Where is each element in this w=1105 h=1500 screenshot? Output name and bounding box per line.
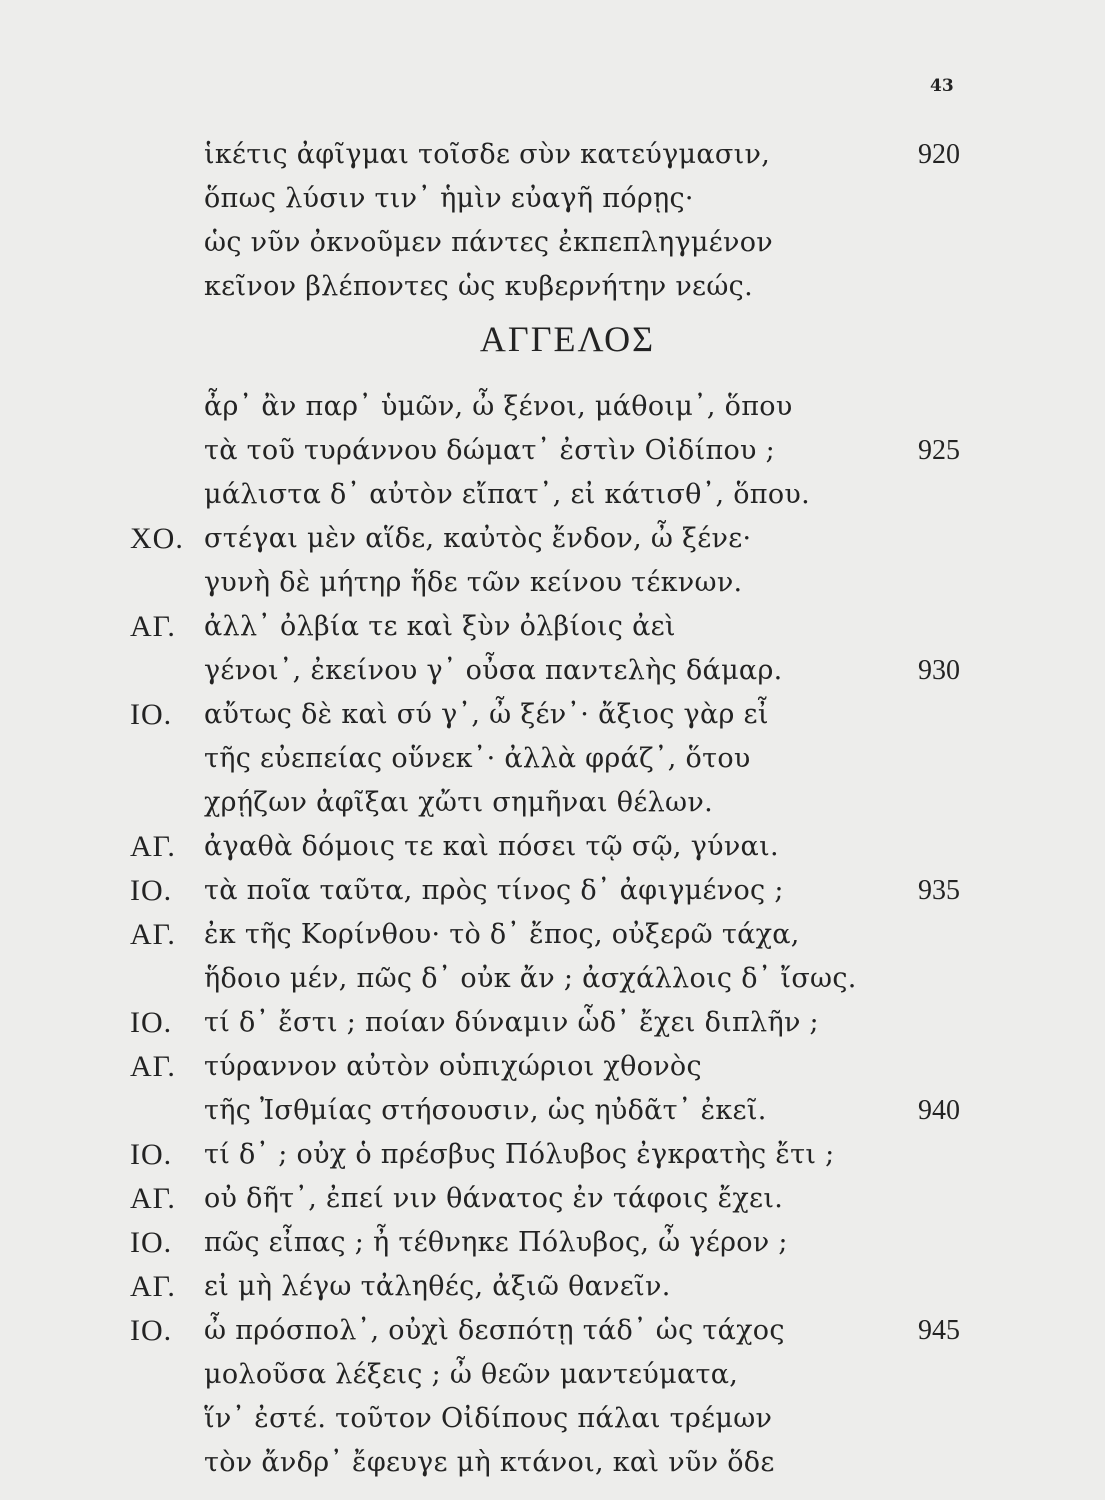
verse-line: [0, 914, 1105, 956]
verse-line: [0, 738, 1105, 780]
verse-text: ἀγαθὰ δόμοις τε καὶ πόσει τῷ σῷ, γύναι.: [204, 831, 779, 862]
verse-line: [0, 1090, 1105, 1132]
verse-line: [0, 826, 1105, 868]
verse-line: [0, 1046, 1105, 1088]
verse-text: ἵν᾽ ἐστέ. τοῦτον Οἰδίπους πάλαι τρέμων: [204, 1403, 773, 1434]
verse-text: στέγαι μὲν αἵδε, καὐτὸς ἔνδον, ὦ ξένε·: [204, 523, 752, 554]
verse-line: [0, 1310, 1105, 1352]
verse-line: [0, 518, 1105, 560]
speaker-label: ΑΓ.: [130, 918, 176, 951]
verse-line: [0, 606, 1105, 648]
verse-line: [0, 430, 1105, 472]
speaker-label: ΙΟ.: [130, 1006, 173, 1039]
verse-line: [0, 562, 1105, 604]
speaker-label: ΑΓ.: [130, 1050, 176, 1083]
verse-text: πῶς εἶπας ; ἦ τέθνηκε Πόλυβος, ὦ γέρον ;: [204, 1227, 788, 1258]
verse-line: [0, 870, 1105, 912]
verse-text: τὰ τοῦ τυράννου δώματ᾽ ἐστὶν Οἰδίπου ;: [204, 435, 776, 466]
line-number: 935: [918, 875, 960, 906]
verse-text: ἆρ᾽ ἂν παρ᾽ ὑμῶν, ὦ ξένοι, μάθοιμ᾽, ὅπου: [204, 391, 793, 422]
verse-text: τὰ ποῖα ταῦτα, πρὸς τίνος δ᾽ ἀφιγμένος ;: [204, 875, 784, 906]
verse-line: [0, 474, 1105, 516]
verse-line: [0, 1222, 1105, 1264]
line-number: 930: [918, 655, 960, 686]
verse-line: [0, 266, 1105, 308]
speaker-heading: ΑΓΓΕΛΟΣ: [479, 319, 656, 359]
verse-text: ἱκέτις ἀφῖγμαι τοῖσδε σὺν κατεύγμασιν,: [204, 139, 771, 170]
verse-line: [0, 1354, 1105, 1396]
verse-text: τί δ᾽ ἔστι ; ποίαν δύναμιν ὧδ᾽ ἔχει διπλῆν ;: [204, 1007, 819, 1038]
verse-line: [0, 1002, 1105, 1044]
speaker-label: ΑΓ.: [130, 1270, 176, 1303]
verse-line: [0, 1266, 1105, 1308]
verse-line: [0, 1178, 1105, 1220]
verse-text: αὔτως δὲ καὶ σύ γ᾽, ὦ ξέν᾽· ἄξιος γὰρ εἶ: [204, 699, 769, 730]
verse-line: [0, 694, 1105, 736]
verse-text: χρῄζων ἀφῖξαι χὤτι σημῆναι θέλων.: [204, 787, 713, 818]
speaker-label: ΙΟ.: [130, 1314, 173, 1347]
line-number: 925: [918, 435, 960, 466]
speaker-label: ΑΓ.: [130, 830, 176, 863]
verse-text: τί δ᾽ ; οὐχ ὁ πρέσβυς Πόλυβος ἐγκρατὴς ἔτι ;: [204, 1139, 835, 1170]
line-number: 945: [918, 1315, 960, 1346]
verse-text: ὅπως λύσιν τιν᾽ ἡμὶν εὐαγῆ πόρῃς·: [204, 183, 694, 214]
line-number: 940: [918, 1095, 960, 1126]
verse-line: [0, 134, 1105, 176]
verse-line: [0, 1442, 1105, 1484]
speaker-label: ΙΟ.: [130, 698, 173, 731]
speaker-label: ΙΟ.: [130, 1138, 173, 1171]
verse-line: [0, 782, 1105, 824]
verse-line: [0, 222, 1105, 264]
speaker-label: ΙΟ.: [130, 874, 173, 907]
verse-text: τῆς εὐεπείας οὕνεκ᾽· ἀλλὰ φράζ᾽, ὅτου: [204, 743, 751, 774]
verse-text: ὦ πρόσπολ᾽, οὐχὶ δεσπότῃ τάδ᾽ ὡς τάχος: [204, 1315, 785, 1346]
verse-text: γένοι᾽, ἐκείνου γ᾽ οὖσα παντελὴς δάμαρ.: [204, 655, 783, 686]
verse-text: ἀλλ᾽ ὀλβία τε καὶ ξὺν ὀλβίοις ἀεὶ: [204, 611, 676, 642]
verse-text: μολοῦσα λέξεις ; ὦ θεῶν μαντεύματα,: [204, 1359, 739, 1390]
verse-line: [0, 178, 1105, 220]
verse-text: εἰ μὴ λέγω τἀληθές, ἀξιῶ θανεῖν.: [204, 1271, 671, 1302]
verse-text: μάλιστα δ᾽ αὐτὸν εἴπατ᾽, εἰ κάτισθ᾽, ὅπου.: [204, 479, 810, 510]
verse-text: τῆς Ἰσθμίας στήσουσιν, ὡς ηὐδᾶτ᾽ ἐκεῖ.: [204, 1095, 767, 1126]
verse-line: [0, 1134, 1105, 1176]
verse-text: τὸν ἄνδρ᾽ ἔφευγε μὴ κτάνοι, καὶ νῦν ὅδε: [204, 1447, 775, 1478]
speaker-label: ΧΟ.: [130, 522, 184, 555]
verse-text: ἐκ τῆς Κορίνθου· τὸ δ᾽ ἔπος, οὐξερῶ τάχα,: [204, 919, 800, 950]
page-number: 43: [930, 76, 954, 96]
verse-line: [0, 386, 1105, 428]
line-number: 920: [918, 139, 960, 170]
verse-text: ὡς νῦν ὀκνοῦμεν πάντες ἐκπεπληγμένον: [204, 227, 773, 258]
verse-text: γυνὴ δὲ μήτηρ ἥδε τῶν κείνου τέκνων.: [204, 567, 743, 598]
speaker-label: ΑΓ.: [130, 610, 176, 643]
speaker-label: ΙΟ.: [130, 1226, 173, 1259]
verse-line: [0, 650, 1105, 692]
verse-text: ἥδοιο μέν, πῶς δ᾽ οὐκ ἄν ; ἀσχάλλοις δ᾽ ἴσως.: [204, 963, 857, 994]
verse-text: οὐ δῆτ᾽, ἐπεί νιν θάνατος ἐν τάφοις ἔχει.: [204, 1183, 784, 1214]
verse-text: κεῖνον βλέποντες ὡς κυβερνήτην νεώς.: [204, 271, 753, 302]
verse-line: [0, 958, 1105, 1000]
verse-text: τύραννον αὐτὸν οὑπιχώριοι χθονὸς: [204, 1051, 702, 1082]
speaker-label: ΑΓ.: [130, 1182, 176, 1215]
verse-line: [0, 1398, 1105, 1440]
